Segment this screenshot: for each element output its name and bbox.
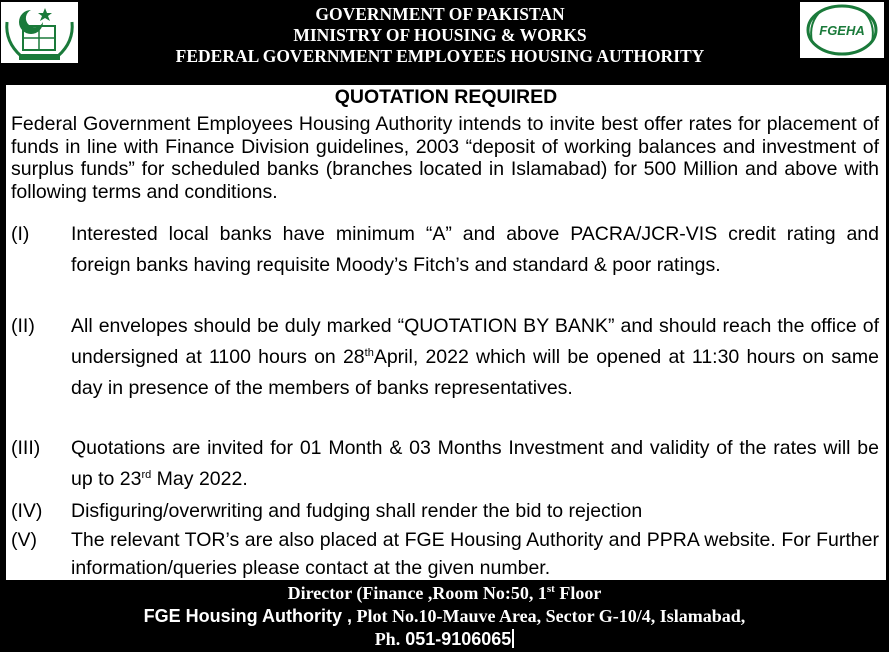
fgeha-logo [800, 2, 884, 58]
contact-address-line: FGE Housing Authority , Plot No.10-Mauve Area, Sector G-10/4, Islamabad, [143, 606, 746, 626]
condition-text: Interested local banks have minimum “A” and above PACRA/JCR-VIS credit rating and foreign banks having requisite Moody’s Fitch’s and standard & poor ratings. [71, 223, 879, 276]
contact-phone-line: Ph. 051-9106065 [0, 628, 889, 650]
condition-number: (II) [11, 315, 35, 337]
condition-text: Disfiguring/overwriting and fudging shall render the bid to rejection [71, 500, 643, 522]
government-emblem-logo [1, 2, 78, 63]
condition-text: All envelopes should be duly marked “QUOTATION BY BANK” and should reach the office of undersigned at 1100 hours on 28thApril, 2022 which will be opened at 11:30 hours on same day in presence of the members of banks representatives. [71, 315, 879, 399]
contact-office-line: Director (Finance ,Room No:50, 1st Floor [287, 583, 602, 603]
condition-number: (I) [11, 223, 30, 245]
government-line: GOVERNMENT OF PAKISTAN [315, 4, 565, 24]
notice-title: QUOTATION REQUIRED [334, 86, 558, 108]
condition-text: The relevant TOR’s are also placed at FGE Housing Authority and PPRA website. For Further information/queries please contact at the given number. [71, 529, 879, 579]
letterhead [0, 0, 889, 79]
condition-text: Quotations are invited for 01 Month & 03 Months Investment and validity of the rates will be up to 23rd May 2022. [71, 437, 879, 490]
ministry-line: MINISTRY OF HOUSING & WORKS [293, 25, 587, 45]
notice-intro: Federal Government Employees Housing Authority intends to invite best offer rates for placement of funds in line with Finance Division guidelines, 2003 “deposit of working balances and investment of surplus funds” for scheduled banks (branches located in Islamabad) for 500 Million and above with following terms and conditions. [11, 113, 879, 203]
contact-footer [0, 580, 889, 652]
condition-number: (V) [11, 529, 37, 551]
condition-number: (III) [11, 437, 41, 459]
text-cursor [512, 629, 514, 648]
notice-body [6, 85, 886, 580]
condition-number: (IV) [11, 500, 43, 522]
letterhead-title [90, 4, 790, 67]
authority-line: FEDERAL GOVERNMENT EMPLOYEES HOUSING AUTHORITY [175, 46, 705, 66]
fgeha-logo-text: FGEHA [819, 23, 865, 38]
